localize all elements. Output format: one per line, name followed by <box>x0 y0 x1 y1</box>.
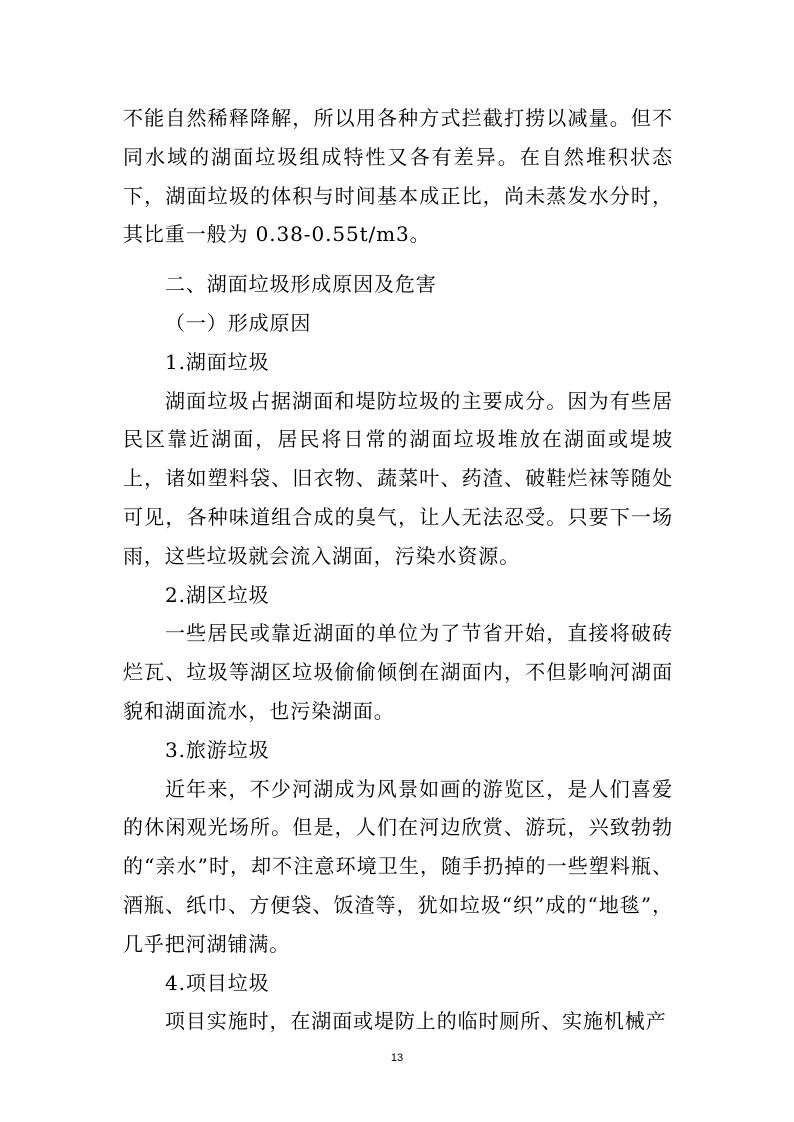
intro-paragraph: 不能自然稀释降解，所以用各种方式拦截打捞以减量。但不同水域的湖面垃圾组成特性又各有差异。在自然堆积状态下，湖面垃圾的体积与时间基本成正比，尚未蒸发水分时，其比重一般为 0.38-0.55t/m3。 <box>123 106 673 247</box>
page-number: 13 <box>390 1052 404 1064</box>
item-paragraph-tourism: 近年来，不少河湖成为风景如画的游览区，是人们喜爱的休闲观光场所。但是，人们在河边欣赏、游玩，兴致勃勃的“亲水”时，却不注意环境卫生，随手扔掉的一些塑料瓶、酒瓶、纸巾、方便袋、饭渣等，犹如垃圾“织”成的“地毯”，几乎把河湖铺满。 <box>123 776 673 956</box>
item-heading-tourism: 3.旅游垃圾 <box>165 737 270 762</box>
item-paragraph-lake-area: 一些居民或靠近湖面的单位为了节省开始，直接将破砖烂瓦、垃圾等湖区垃圾偷偷倾倒在湖面内，不但影响河湖面貌和湖面流水，也污染湖面。 <box>123 621 673 723</box>
item-heading-lake-area: 2.湖区垃圾 <box>165 582 270 607</box>
item-heading-project: 4.项目垃圾 <box>165 970 270 995</box>
item-paragraph-lake-surface: 湖面垃圾占据湖面和堤防垃圾的主要成分。因为有些居民区靠近湖面，居民将日常的湖面垃圾堆放在湖面或堤坡上，诸如塑料袋、旧衣物、蔬菜叶、药渣、破鞋烂袜等随处可见，各种味道组合成的臭气，让人无法忍受。只要下一场雨，这些垃圾就会流入湖面，污染水资源。 <box>123 388 673 568</box>
item-heading-lake-surface: 1.湖面垃圾 <box>165 349 270 374</box>
item-paragraph-project: 项目实施时，在湖面或堤防上的临时厕所、实施机械产 <box>165 1009 667 1034</box>
section-heading: 二、湖面垃圾形成原因及危害 <box>165 272 437 297</box>
body-text <box>123 99 673 1041</box>
subsection-heading: （一）形成原因 <box>165 310 312 335</box>
